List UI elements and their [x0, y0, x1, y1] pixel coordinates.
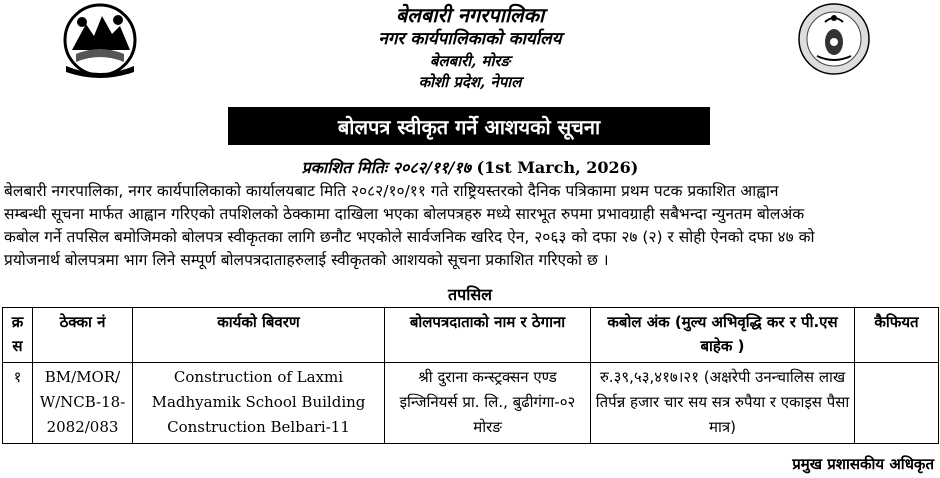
col-amount: कबोल अंक (मुल्य अभिवृद्धि कर र पी.एस बाहेक ): [591, 308, 855, 363]
published-date-bs: २०८२/११/१७: [392, 158, 471, 177]
body-line: प्रयोजनार्थ बोलपत्रमा भाग लिने सम्पूर्ण बोलपत्रदाताहरुलाई स्वीकृतको आशयको सूचना प्रकाशित गरिएको छ ।: [4, 251, 609, 269]
col-sn: क्र स: [3, 308, 33, 363]
office-location: बेलबारी, मोरङ: [429, 52, 511, 70]
signature-title: प्रमुख प्रशासकीय अधिकृत: [792, 455, 934, 473]
tender-table: [2, 307, 939, 444]
letterhead: [0, 2, 940, 93]
notice-title: बोलपत्र स्वीकृत गर्ने आशयको सूचना: [228, 107, 710, 145]
col-remarks: कैफियत: [855, 308, 939, 363]
body-line: सम्बन्धी सूचना मार्फत आह्वान गरिएको तपशिलको ठेक्कामा दाखिला भएका बोलपत्रहरु मध्ये सारभूत रुपमा प्रभावग्राही सबैभन्दा न्युनतम बोलअंक: [4, 205, 805, 223]
table-header-row: [3, 308, 939, 363]
cell-contract-no: BM/MOR/ W/NCB-18- 2082/083: [33, 363, 133, 444]
col-contract-no: ठेक्का नं: [33, 308, 133, 363]
published-date-ad: (1st March, 2026): [476, 158, 639, 177]
office-name: नगर कार्यपालिकाको कार्यालय: [378, 29, 562, 49]
cell-bidder: श्री दुराना कन्स्ट्रक्सन एण्ड इन्जिनियर्स प्रा. लि., बुढीगंगा-०२ मोरङ: [385, 363, 591, 444]
cell-sn: १: [3, 363, 33, 444]
published-label: प्रकाशित मितिः: [301, 158, 388, 177]
col-bidder: बोलपत्रदाताको नाम र ठेगाना: [385, 308, 591, 363]
cell-amount: रु.३९,५३,४१७।२१ (अक्षरेपी उनन्चालिस लाख तिर्पन्न हजार चार सय सत्र रुपैया र एकाइस पैसा मात्र): [591, 363, 855, 444]
province-name: कोशी प्रदेश, नेपाल: [418, 73, 522, 91]
body-line: बेलबारी नगरपालिका, नगर कार्यपालिकाको कार्यालयबाट मिति २०८२/१०/११ गते राष्ट्रियस्तरको दैनिक पत्रिकामा प्रथम पटक प्रकाशित आह्वान: [4, 182, 779, 200]
notice-body: [4, 180, 936, 272]
published-date: [0, 156, 940, 178]
cell-description: Construction of Laxmi Madhyamik School Building Construction Belbari-11: [133, 363, 385, 444]
table-heading: तपसिल: [447, 285, 493, 304]
municipality-name: बेलबारी नगरपालिका: [395, 3, 545, 27]
body-line: कबोल गर्ने तपसिल बमोजिमको बोलपत्र स्वीकृतका लागि छनौट भएकोले सार्वजनिक खरिद ऐन, २०६३ को दफा २७ (२) र सोही ऐनको दफा ४७ को: [4, 228, 815, 246]
cell-remarks: [855, 363, 939, 444]
col-description: कार्यको बिवरण: [133, 308, 385, 363]
table-row: [3, 363, 939, 444]
